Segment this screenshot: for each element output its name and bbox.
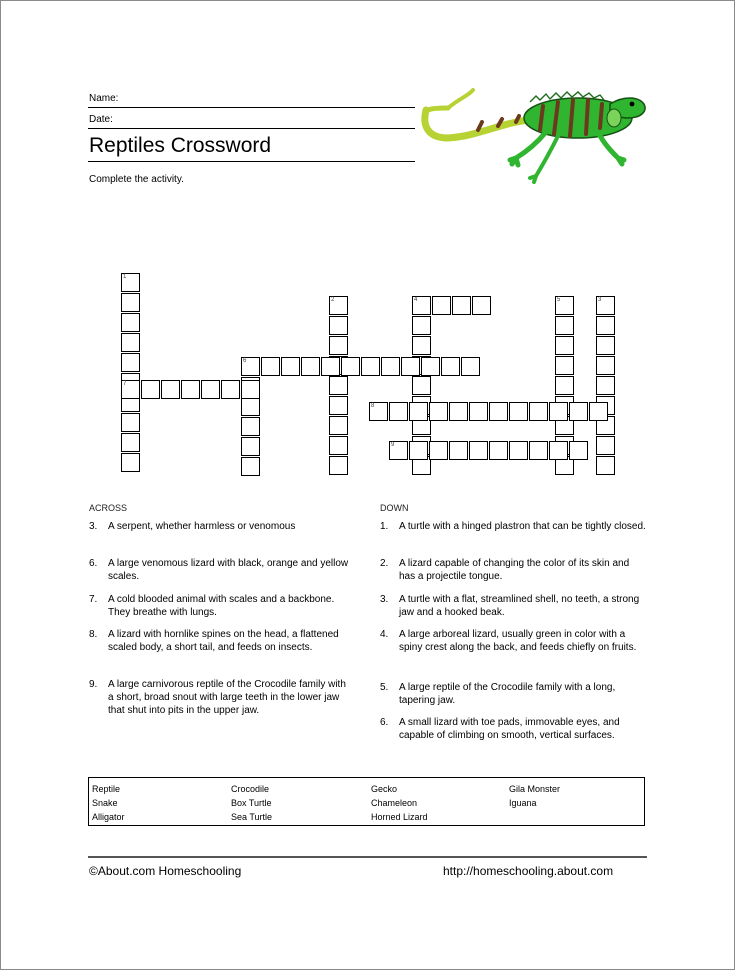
crossword-cell[interactable] bbox=[381, 357, 400, 376]
cell-clue-number: 1 bbox=[123, 274, 127, 280]
crossword-cell[interactable] bbox=[429, 402, 448, 421]
crossword-cell[interactable] bbox=[341, 357, 360, 376]
clue-text: A serpent, whether harmless or venomous bbox=[108, 521, 296, 532]
word-bank-word: Reptile bbox=[92, 784, 121, 794]
crossword-cell[interactable] bbox=[329, 316, 348, 335]
footer-copyright: ©About.com Homeschooling bbox=[89, 864, 242, 878]
clue-number: 3. bbox=[89, 521, 98, 532]
crossword-cell[interactable] bbox=[555, 316, 574, 335]
crossword-cell[interactable] bbox=[589, 402, 608, 421]
crossword-cell[interactable] bbox=[181, 380, 200, 399]
across-clue bbox=[89, 557, 354, 583]
cell-clue-number: 6 bbox=[243, 358, 247, 364]
word-bank-column bbox=[371, 782, 428, 824]
word-bank-column bbox=[231, 782, 272, 824]
clue-number: 6. bbox=[89, 558, 98, 569]
crossword-cell[interactable] bbox=[596, 436, 615, 455]
crossword-cell[interactable] bbox=[329, 436, 348, 455]
down-clue bbox=[380, 716, 648, 742]
crossword-cell[interactable] bbox=[569, 402, 588, 421]
clue-text: A turtle with a flat, streamlined shell, no teeth, a strong jaw and a hooked beak. bbox=[399, 594, 640, 618]
down-clue bbox=[380, 557, 648, 583]
date-label: Date: bbox=[89, 114, 113, 125]
crossword-cell[interactable] bbox=[555, 296, 574, 315]
crossword-cell[interactable] bbox=[241, 417, 260, 436]
page-title: Reptiles Crossword bbox=[89, 134, 272, 157]
crossword-cell[interactable] bbox=[329, 416, 348, 435]
word-bank-word: Alligator bbox=[92, 812, 125, 822]
crossword-cell[interactable] bbox=[321, 357, 340, 376]
crossword-cell[interactable] bbox=[549, 402, 568, 421]
crossword-cell[interactable] bbox=[241, 437, 260, 456]
crossword-cell[interactable] bbox=[529, 402, 548, 421]
word-bank-word: Iguana bbox=[509, 798, 537, 808]
crossword-cell[interactable] bbox=[509, 402, 528, 421]
crossword-cell[interactable] bbox=[161, 380, 180, 399]
down-clue bbox=[380, 681, 648, 707]
crossword-cell[interactable] bbox=[596, 456, 615, 475]
crossword-cell[interactable] bbox=[141, 380, 160, 399]
clue-number: 8. bbox=[89, 629, 98, 640]
crossword-cell[interactable] bbox=[596, 356, 615, 375]
name-label: Name: bbox=[89, 93, 119, 104]
crossword-cell[interactable] bbox=[452, 296, 471, 315]
crossword-grid bbox=[0, 0, 735, 480]
crossword-cell[interactable] bbox=[201, 380, 220, 399]
word-bank-word: Crocodile bbox=[231, 784, 270, 794]
crossword-cell[interactable] bbox=[461, 357, 480, 376]
crossword-cell[interactable] bbox=[429, 441, 448, 460]
crossword-cell[interactable] bbox=[261, 357, 280, 376]
crossword-cell[interactable] bbox=[389, 402, 408, 421]
cell-clue-number: 7 bbox=[123, 381, 127, 387]
crossword-cell[interactable] bbox=[361, 357, 380, 376]
crossword-cell[interactable] bbox=[472, 296, 491, 315]
crossword-cell[interactable] bbox=[389, 441, 408, 460]
crossword-cell[interactable] bbox=[555, 376, 574, 395]
crossword-cell[interactable] bbox=[401, 357, 420, 376]
cell-clue-number: 9 bbox=[391, 442, 395, 448]
crossword-cell[interactable] bbox=[412, 376, 431, 395]
crossword-cell[interactable] bbox=[121, 333, 140, 352]
clue-text: A lizard with hornlike spines on the head, a flattened scaled body, a short tail, and feeds on insects. bbox=[108, 629, 339, 653]
crossword-cell[interactable] bbox=[329, 296, 348, 315]
crossword-cell[interactable] bbox=[596, 336, 615, 355]
word-bank-word: Gecko bbox=[371, 784, 398, 794]
crossword-cell[interactable] bbox=[241, 380, 260, 399]
crossword-cell[interactable] bbox=[449, 441, 468, 460]
clue-text: A large arboreal lizard, usually green in color with a spiny crest along the back, and feeds chiefly on fruits. bbox=[399, 629, 637, 653]
crossword-cell[interactable] bbox=[489, 402, 508, 421]
crossword-cell[interactable] bbox=[121, 380, 140, 399]
word-bank-word: Sea Turtle bbox=[231, 812, 273, 822]
clue-text: A cold blooded animal with scales and a backbone. They breathe with lungs. bbox=[108, 594, 335, 618]
crossword-cell[interactable] bbox=[281, 357, 300, 376]
crossword-cell[interactable] bbox=[221, 380, 240, 399]
across-clue bbox=[89, 628, 354, 654]
instructions: Complete the activity. bbox=[89, 174, 184, 185]
across-heading: ACROSS bbox=[89, 503, 128, 513]
footer-url: http://homeschooling.about.com bbox=[443, 864, 614, 878]
crossword-cell[interactable] bbox=[409, 441, 428, 460]
clue-number: 9. bbox=[89, 679, 98, 690]
cell-clue-number: 4 bbox=[414, 297, 418, 303]
crossword-cell[interactable] bbox=[529, 441, 548, 460]
crossword-cell[interactable] bbox=[596, 296, 615, 315]
crossword-cell[interactable] bbox=[569, 441, 588, 460]
word-bank-word: Gila Monster bbox=[509, 784, 561, 794]
word-bank bbox=[88, 777, 645, 826]
across-clue bbox=[89, 593, 354, 619]
word-bank-column bbox=[92, 782, 125, 824]
across-clue bbox=[89, 520, 354, 533]
crossword-cell[interactable] bbox=[432, 296, 451, 315]
crossword-cell[interactable] bbox=[329, 396, 348, 415]
crossword-cell[interactable] bbox=[596, 316, 615, 335]
crossword-cell[interactable] bbox=[441, 357, 460, 376]
crossword-cell[interactable] bbox=[121, 273, 140, 292]
crossword-cell[interactable] bbox=[329, 376, 348, 395]
cell-clue-number: 5 bbox=[557, 297, 561, 303]
cell-clue-number: 2 bbox=[331, 297, 335, 303]
crossword-cell[interactable] bbox=[421, 357, 440, 376]
crossword-cell[interactable] bbox=[596, 376, 615, 395]
crossword-cell[interactable] bbox=[121, 353, 140, 372]
crossword-cell[interactable] bbox=[409, 402, 428, 421]
clue-number: 7. bbox=[89, 594, 98, 605]
crossword-cell[interactable] bbox=[329, 456, 348, 475]
clue-text: A large reptile of the Crocodile family with a long, tapering jaw. bbox=[399, 682, 616, 706]
crossword-cell[interactable] bbox=[555, 356, 574, 375]
crossword-cell[interactable] bbox=[412, 296, 431, 315]
crossword-cell[interactable] bbox=[549, 441, 568, 460]
crossword-cell[interactable] bbox=[412, 336, 431, 355]
down-clue bbox=[380, 593, 648, 619]
clue-number: 2. bbox=[380, 558, 389, 569]
crossword-cell[interactable] bbox=[329, 336, 348, 355]
crossword-cell[interactable] bbox=[509, 441, 528, 460]
cell-clue-number: 3 bbox=[598, 297, 602, 303]
crossword-cell[interactable] bbox=[241, 397, 260, 416]
clue-text: A lizard capable of changing the color of its skin and has a projectile tongue. bbox=[399, 558, 630, 582]
crossword-cell[interactable] bbox=[121, 453, 140, 472]
crossword-cell[interactable] bbox=[121, 433, 140, 452]
word-bank-column bbox=[509, 782, 560, 810]
word-bank-word: Chameleon bbox=[371, 798, 418, 808]
across-clue bbox=[89, 678, 354, 717]
down-heading: DOWN bbox=[380, 503, 409, 513]
crossword-cell[interactable] bbox=[121, 413, 140, 432]
crossword-cell[interactable] bbox=[369, 402, 388, 421]
word-bank-word: Snake bbox=[92, 798, 118, 808]
crossword-cell[interactable] bbox=[121, 313, 140, 332]
crossword-cell[interactable] bbox=[412, 316, 431, 335]
clue-text: A large carnivorous reptile of the Crocodile family with a short, broad snout with large teeth in the lower jaw that shut into pits in the upper jaw. bbox=[108, 679, 346, 716]
crossword-cell[interactable] bbox=[241, 457, 260, 476]
crossword-cell[interactable] bbox=[449, 402, 468, 421]
word-bank-word: Box Turtle bbox=[231, 798, 272, 808]
crossword-cell[interactable] bbox=[121, 293, 140, 312]
clue-text: A turtle with a hinged plastron that can be tightly closed. bbox=[399, 521, 646, 532]
crossword-cell[interactable] bbox=[489, 441, 508, 460]
crossword-cell[interactable] bbox=[241, 357, 260, 376]
crossword-cell[interactable] bbox=[555, 336, 574, 355]
clue-number: 6. bbox=[380, 717, 389, 728]
crossword-cell[interactable] bbox=[301, 357, 320, 376]
crossword-cell[interactable] bbox=[469, 441, 488, 460]
clue-text: A large venomous lizard with black, orange and yellow scales. bbox=[108, 558, 349, 582]
footer-divider bbox=[88, 856, 647, 858]
down-clue bbox=[380, 520, 648, 533]
clue-number: 3. bbox=[380, 594, 389, 605]
clue-number: 5. bbox=[380, 682, 389, 693]
clue-number: 1. bbox=[380, 521, 389, 532]
clue-text: A small lizard with toe pads, immovable eyes, and capable of climbing on smooth, vertical surfaces. bbox=[399, 717, 620, 741]
down-clue bbox=[380, 628, 648, 654]
clue-number: 4. bbox=[380, 629, 389, 640]
word-bank-word: Horned Lizard bbox=[371, 812, 428, 822]
crossword-cell[interactable] bbox=[469, 402, 488, 421]
cell-clue-number: 8 bbox=[371, 403, 375, 409]
